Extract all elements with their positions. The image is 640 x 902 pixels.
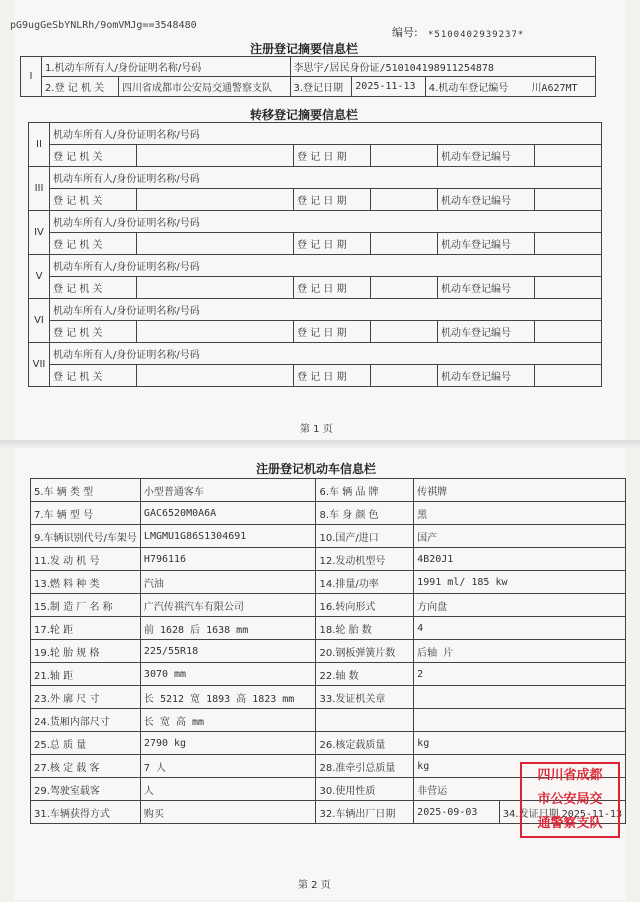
transfer-plate-value — [535, 365, 602, 387]
vehicle-field-label: 33.发证机关章 — [316, 686, 414, 709]
issue-date-value: 2025-11-13 — [561, 808, 622, 820]
roman-numeral: III — [29, 167, 50, 211]
roman-numeral: II — [29, 123, 50, 167]
transfer-owner-label: 机动车所有人/身份证明名称/号码 — [50, 211, 602, 233]
vehicle-field-value: 4B20J1 — [414, 548, 626, 571]
transfer-authority-label: 登 记 机 关 — [50, 321, 137, 343]
roman-numeral: I — [21, 57, 42, 97]
roman-numeral: VII — [29, 343, 50, 387]
plate-label: 4.机动车登记编号 — [428, 83, 509, 94]
vehicle-field-value: 人 — [140, 778, 316, 801]
transfer-authority-value — [137, 365, 294, 387]
page-two-number: 第 2 页 — [298, 880, 331, 891]
transfer-plate-label: 机动车登记编号 — [438, 233, 535, 255]
transfer-date-value — [371, 365, 438, 387]
transfer-date-value — [371, 233, 438, 255]
vehicle-field-label — [316, 709, 414, 732]
vehicle-field-value — [414, 709, 626, 732]
transfer-authority-label: 登 记 机 关 — [50, 145, 137, 167]
vehicle-field-label: 31.车辆获得方式 — [31, 801, 141, 824]
serial-code: pG9ugGeSbYNLRh/9omVMJg==3548480 — [10, 20, 197, 31]
transfer-authority-label: 登 记 机 关 — [50, 277, 137, 299]
vehicle-field-label: 7.车 辆 型 号 — [31, 502, 141, 525]
vehicle-field-value: GAC6520M0A6A — [140, 502, 316, 525]
transfer-plate-label: 机动车登记编号 — [438, 277, 535, 299]
date-label: 3.登记日期 — [290, 77, 352, 97]
vehicle-field-label: 18.轮 胎 数 — [316, 617, 414, 640]
vehicle-field-value: 3070 mm — [140, 663, 316, 686]
transfer-owner-label: 机动车所有人/身份证明名称/号码 — [50, 123, 602, 145]
vehicle-field-label: 32.车辆出厂日期 — [316, 801, 414, 824]
vehicle-field-value: 2025-09-03 — [414, 801, 500, 824]
transfer-row — [29, 211, 602, 233]
vehicle-field-label: 11.发 动 机 号 — [31, 548, 141, 571]
transfer-date-label: 登 记 日 期 — [294, 365, 371, 387]
owner-label: 1.机动车所有人/身份证明名称/号码 — [42, 57, 291, 77]
transfer-date-label: 登 记 日 期 — [294, 277, 371, 299]
date-value: 2025-11-13 — [352, 77, 425, 97]
vehicle-row — [31, 686, 626, 709]
vehicle-field-value: 7 人 — [140, 755, 316, 778]
vehicle-row — [31, 548, 626, 571]
vehicle-field-label: 25.总 质 量 — [31, 732, 141, 755]
page-fold — [0, 440, 640, 448]
transfer-authority-value — [137, 189, 294, 211]
owner-value: 李思宇/居民身份证/510104198911254878 — [290, 57, 595, 77]
reg-summary-title: 注册登记摘要信息栏 — [250, 42, 359, 56]
transfer-plate-label: 机动车登记编号 — [438, 321, 535, 343]
vehicle-row — [31, 571, 626, 594]
transfer-authority-value — [137, 145, 294, 167]
vehicle-field-value: kg — [414, 755, 626, 778]
vehicle-field-label: 20.钢板弹簧片数 — [316, 640, 414, 663]
plate-value: 川A627MT — [531, 83, 578, 94]
transfer-title: 转移登记摘要信息栏 — [250, 108, 359, 122]
vehicle-field-value: 非营运 — [414, 778, 626, 801]
transfer-date-label: 登 记 日 期 — [294, 145, 371, 167]
vehicle-field-value: 前 1628 后 1638 mm — [140, 617, 316, 640]
vehicle-field-value: 2790 kg — [140, 732, 316, 755]
vehicle-field-label: 22.轴 数 — [316, 663, 414, 686]
vehicle-row — [31, 479, 626, 502]
transfer-row — [29, 255, 602, 277]
transfer-date-value — [371, 321, 438, 343]
transfer-plate-value — [535, 277, 602, 299]
transfer-owner-label: 机动车所有人/身份证明名称/号码 — [50, 299, 602, 321]
vehicle-field-label: 17.轮 距 — [31, 617, 141, 640]
transfer-plate-label: 机动车登记编号 — [438, 189, 535, 211]
vehicle-field-value: 4 — [414, 617, 626, 640]
transfer-plate-value — [535, 321, 602, 343]
vehicle-field-label: 23.外 廓 尺 寸 — [31, 686, 141, 709]
vehicle-row — [31, 640, 626, 663]
vehicle-info-title: 注册登记机动车信息栏 — [256, 462, 377, 476]
vehicle-field-value: 购买 — [140, 801, 316, 824]
issuing-authority-stamp — [520, 762, 620, 838]
vehicle-field-value: 传祺牌 — [414, 479, 626, 502]
vehicle-field-value: 汽油 — [140, 571, 316, 594]
transfer-owner-label: 机动车所有人/身份证明名称/号码 — [50, 167, 602, 189]
vehicle-field-label: 26.核定载质量 — [316, 732, 414, 755]
vehicle-field-label: 27.核 定 载 客 — [31, 755, 141, 778]
vehicle-field-value: 1991 ml/ 185 kw — [414, 571, 626, 594]
vehicle-field-label: 9.车辆识别代号/车架号 — [31, 525, 141, 548]
transfer-row — [29, 343, 602, 365]
vehicle-field-label: 5.车 辆 类 型 — [31, 479, 141, 502]
transfer-date-value — [371, 277, 438, 299]
transfer-authority-value — [137, 233, 294, 255]
transfer-row — [29, 299, 602, 321]
vehicle-field-value: 长 宽 高 mm — [140, 709, 316, 732]
vehicle-field-label: 15.制 造 厂 名 称 — [31, 594, 141, 617]
transfer-row — [29, 167, 602, 189]
bianhao-value: *5100402939237* — [428, 30, 525, 40]
transfer-plate-value — [535, 145, 602, 167]
vehicle-field-value: H796116 — [140, 548, 316, 571]
vehicle-field-value: LMGMU1G86S1304691 — [140, 525, 316, 548]
vehicle-field-value: 黑 — [414, 502, 626, 525]
vehicle-field-value: kg — [414, 732, 626, 755]
reg-summary-table — [20, 56, 596, 97]
stamp-line-2: 市公安局交 — [537, 792, 603, 807]
stamp-line-1: 四川省成都 — [537, 768, 603, 783]
vehicle-field-label: 28.准牵引总质量 — [316, 755, 414, 778]
transfer-plate-value — [535, 189, 602, 211]
vehicle-row — [31, 617, 626, 640]
authority-label: 2.登 记 机 关 — [42, 77, 119, 97]
roman-numeral: V — [29, 255, 50, 299]
vehicle-field-label: 6.车 辆 品 牌 — [316, 479, 414, 502]
issue-date-label: 34.发证日期 — [502, 808, 559, 820]
page-one-number: 第 1 页 — [300, 424, 333, 435]
vehicle-row — [31, 732, 626, 755]
vehicle-row — [31, 525, 626, 548]
vehicle-field-value: 长 5212 宽 1893 高 1823 mm — [140, 686, 316, 709]
transfer-authority-label: 登 记 机 关 — [50, 365, 137, 387]
transfer-date-label: 登 记 日 期 — [294, 233, 371, 255]
vehicle-field-label: 8.车 身 颜 色 — [316, 502, 414, 525]
vehicle-row — [31, 502, 626, 525]
vehicle-row — [31, 663, 626, 686]
transfer-plate-label: 机动车登记编号 — [438, 365, 535, 387]
vehicle-row — [31, 594, 626, 617]
vehicle-field-label: 13.燃 料 种 类 — [31, 571, 141, 594]
transfer-date-label: 登 记 日 期 — [294, 189, 371, 211]
transfer-date-value — [371, 145, 438, 167]
stamp-line-3: 通警察支队 — [537, 816, 603, 831]
vehicle-field-label: 29.驾驶室载客 — [31, 778, 141, 801]
transfer-plate-value — [535, 233, 602, 255]
transfer-row — [29, 123, 602, 145]
authority-value: 四川省成都市公安局交通警察支队 — [119, 77, 291, 97]
roman-numeral: VI — [29, 299, 50, 343]
vehicle-field-label: 21.轴 距 — [31, 663, 141, 686]
transfer-owner-label: 机动车所有人/身份证明名称/号码 — [50, 343, 602, 365]
vehicle-row — [31, 709, 626, 732]
vehicle-field-label: 24.货厢内部尺寸 — [31, 709, 141, 732]
transfer-authority-label: 登 记 机 关 — [50, 233, 137, 255]
vehicle-field-label: 14.排量/功率 — [316, 571, 414, 594]
vehicle-field-value: 小型普通客车 — [140, 479, 316, 502]
transfer-authority-value — [137, 277, 294, 299]
vehicle-field-value: 方向盘 — [414, 594, 626, 617]
vehicle-field-label: 12.发动机型号 — [316, 548, 414, 571]
transfer-table — [28, 122, 602, 387]
roman-numeral: IV — [29, 211, 50, 255]
plate-label-and-value — [425, 77, 595, 97]
vehicle-field-value: 2 — [414, 663, 626, 686]
vehicle-field-label: 10.国产/进口 — [316, 525, 414, 548]
transfer-date-value — [371, 189, 438, 211]
transfer-authority-value — [137, 321, 294, 343]
transfer-plate-label: 机动车登记编号 — [438, 145, 535, 167]
transfer-owner-label: 机动车所有人/身份证明名称/号码 — [50, 255, 602, 277]
vehicle-field-value: 后轴 片 — [414, 640, 626, 663]
vehicle-field-value — [414, 686, 626, 709]
vehicle-field-value: 225/55R18 — [140, 640, 316, 663]
transfer-authority-label: 登 记 机 关 — [50, 189, 137, 211]
vehicle-field-label: 19.轮 胎 规 格 — [31, 640, 141, 663]
bianhao-label: 编号: — [392, 26, 418, 39]
transfer-date-label: 登 记 日 期 — [294, 321, 371, 343]
vehicle-field-label: 16.转向形式 — [316, 594, 414, 617]
vehicle-field-label: 30.使用性质 — [316, 778, 414, 801]
vehicle-field-value: 广汽传祺汽车有限公司 — [140, 594, 316, 617]
vehicle-field-value: 国产 — [414, 525, 626, 548]
